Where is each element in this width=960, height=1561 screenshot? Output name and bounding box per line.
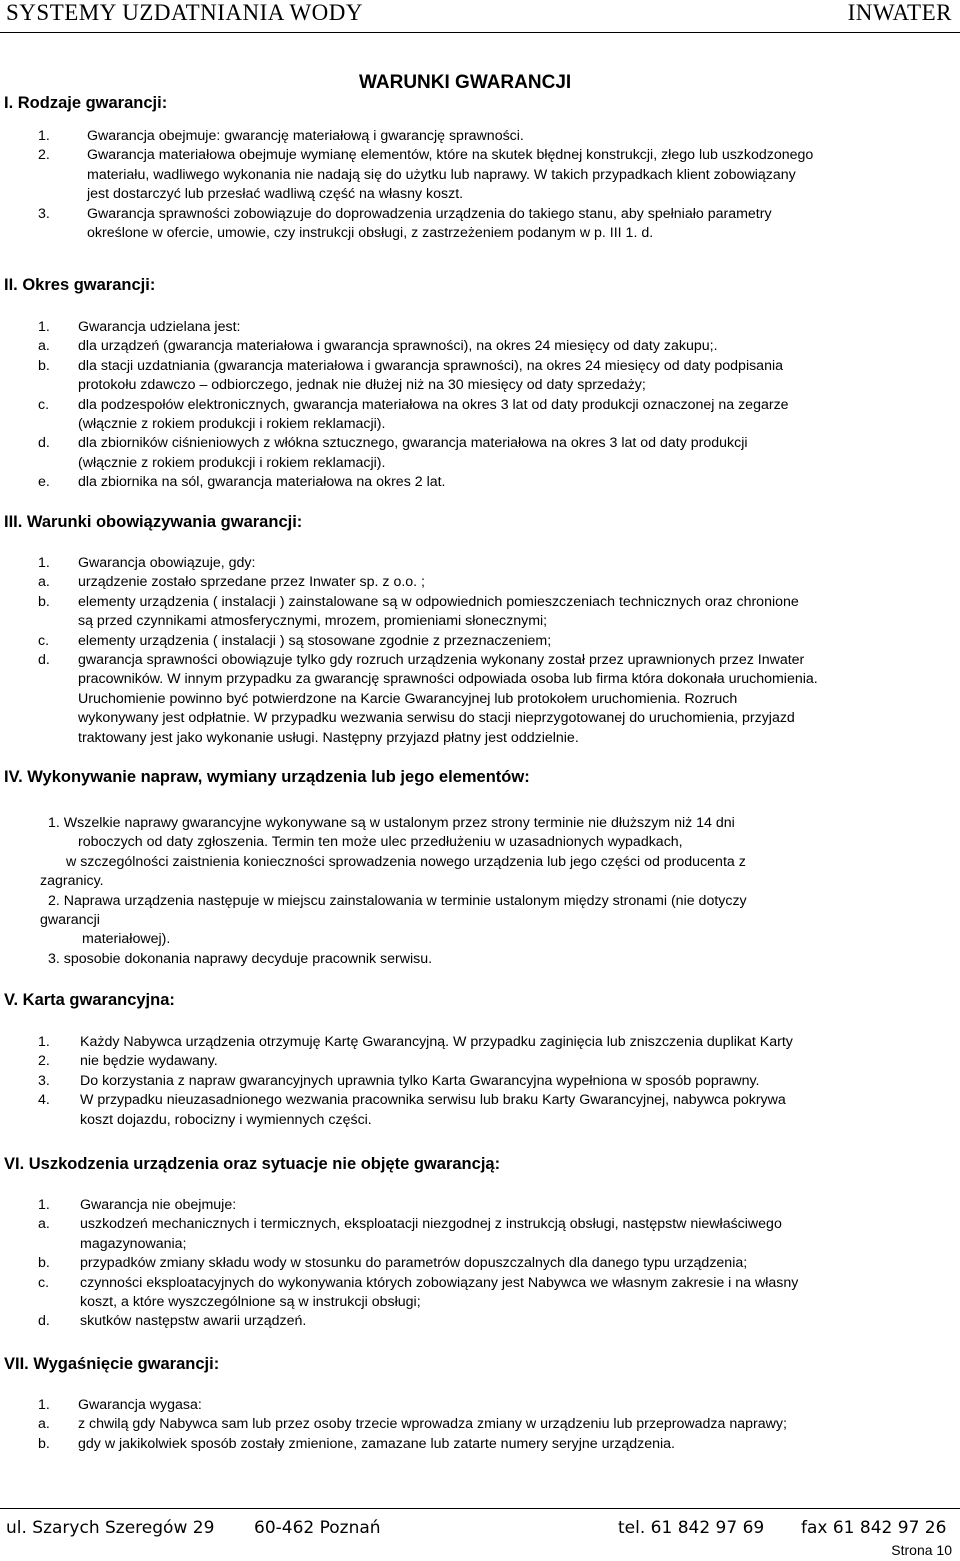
list-item-line: dla stacji uzdatniania (gwarancja materiałowa i gwarancja sprawności), na okres 24 miesięcy od daty podpisania — [78, 357, 784, 374]
list-marker: 1. — [38, 1397, 50, 1413]
list-marker: 1. — [38, 128, 50, 144]
list-item-line: wykonywany jest odpłatnie. W przypadku wezwania serwisu do stacji nieprzygotowanej do uruchomienia, przyjazd — [78, 710, 795, 727]
list-marker: 3. — [38, 1072, 50, 1089]
footer-divider — [0, 1508, 960, 1509]
page-number: Strona 10 — [891, 1542, 952, 1558]
header-company-name: SYSTEMY UZDATNIANIA WODY — [6, 0, 363, 25]
paragraph-line: gwarancji — [40, 912, 100, 928]
list-marker: b. — [38, 1255, 50, 1272]
list-marker: 4. — [38, 1092, 50, 1109]
list-item-line: określone w ofercie, umowie, czy instrukcji obsługi, z zastrzeżeniem podanym w p. III 1. d. — [87, 225, 654, 241]
list-marker: 1. — [38, 319, 50, 335]
list-marker: 1. — [38, 1197, 50, 1213]
list-marker: c. — [38, 396, 50, 413]
paragraph-line: 3. sposobie dokonania naprawy decyduje pracownik serwisu. — [48, 950, 433, 967]
list-marker: a. — [38, 1416, 50, 1433]
list-marker: a. — [38, 574, 50, 591]
list-item-line: (włącznie z rokiem produkcji i rokiem reklamacji). — [78, 416, 386, 432]
paragraph-line: 1. Wszelkie naprawy gwarancyjne wykonywane są w ustalonym przez strony terminie nie dłuższym niż 14 dni — [48, 815, 735, 831]
list-item-line: Każdy Nabywca urządzenia otrzymuję Kartę Gwarancyjną. W przypadku zaginięcia lub zniszczenia duplikat Karty — [80, 1034, 793, 1050]
list-item-line: Gwarancja sprawności zobowiązuje do doprowadzenia urządzenia do takiego stanu, aby spełniało parametry — [87, 205, 772, 222]
section-1-heading: I. Rodzaje gwarancji: — [4, 94, 168, 112]
list-item-line: dla urządzeń (gwarancja materiałowa i gwarancja sprawności), na okres 24 miesięcy od daty zakupu;. — [78, 338, 718, 355]
list-marker: d. — [38, 435, 50, 452]
paragraph-line: 2. Naprawa urządzenia następuje w miejscu zainstalowania w terminie ustalonym między stronami (nie dotyczy — [48, 892, 747, 909]
paragraph-line: zagranicy. — [40, 873, 104, 890]
list-marker: 2. — [38, 147, 50, 164]
list-marker: 1. — [38, 555, 50, 571]
list-marker: b. — [38, 357, 50, 374]
section-6-heading: VI. Uszkodzenia urządzenia oraz sytuacje nie objęte gwarancją: — [4, 1155, 501, 1173]
list-marker: c. — [38, 1274, 50, 1291]
footer-phone: tel. 61 842 97 69 — [618, 1518, 765, 1538]
list-marker: a. — [38, 1216, 50, 1233]
list-marker: 1. — [38, 1034, 50, 1050]
section-3-heading: III. Warunki obowiązywania gwarancji: — [4, 513, 303, 531]
list-item-line: urządzenie zostało sprzedane przez Inwater sp. z o.o. ; — [78, 574, 425, 591]
list-marker: 3. — [38, 205, 50, 222]
footer-street: ul. Szarych Szeregów 29 — [6, 1518, 215, 1538]
list-item-line: z chwilą gdy Nabywca sam lub przez osoby trzecie wprowadza zmiany w urządzeniu lub przeprowadza naprawy; — [78, 1416, 787, 1433]
list-item-line: gwarancja sprawności obowiązuje tylko gdy rozruch urządzenia wykonany został przez uprawnionych przez Inwater — [78, 652, 805, 668]
document-title: WARUNKI GWARANCJI — [359, 72, 572, 93]
list-item-line: Gwarancja wygasa: — [78, 1397, 202, 1413]
list-item-line: Gwarancja udzielana jest: — [78, 319, 241, 335]
list-item-line: pracowników. W innym przypadku za gwarancję sprawności odpowiada osoba lub firma która dokonała uruchomienia. — [78, 671, 818, 688]
list-item-line: Gwarancja obejmuje: gwarancję materiałową i gwarancję sprawności. — [87, 128, 524, 144]
list-item-line: skutków następstw awarii urządzeń. — [80, 1313, 307, 1330]
list-item-line: Gwarancja obowiązuje, gdy: — [78, 555, 256, 571]
list-item-line: przypadków zmiany składu wody w stosunku do parametrów dopuszczalnych dla danego typu urządzenia; — [80, 1255, 748, 1272]
list-item-line: traktowany jest jako wykonanie usługi. Następny przyjazd płatny jest oddzielnie. — [78, 729, 579, 746]
section-2-heading: II. Okres gwarancji: — [4, 276, 156, 294]
list-item-line: jest dostarczyć lub przesłać wadliwą część na własny koszt. — [87, 186, 464, 203]
list-item-line: (włącznie z rokiem produkcji i rokiem reklamacji). — [78, 454, 386, 471]
list-item-line: koszt dojazdu, robocizny i wymiennych części. — [80, 1111, 372, 1128]
list-item-line: uszkodzeń mechanicznych i termicznych, eksploatacji niezgodnej z instrukcją obsługi, następstw niewłaściwego — [80, 1216, 782, 1233]
list-item-line: są przed czynnikami atmosferycznymi, mrozem, promieniami słonecznymi; — [78, 613, 548, 630]
list-item-line: dla zbiorników ciśnieniowych z włókna sztucznego, gwarancja materiałowa na okres 3 lat od daty produkcji — [78, 435, 748, 452]
list-item-line: nie będzie wydawany. — [80, 1053, 218, 1070]
section-7-heading: VII. Wygaśnięcie gwarancji: — [4, 1355, 220, 1373]
list-item-line: Gwarancja nie obejmuje: — [80, 1197, 237, 1213]
list-marker: b. — [38, 1435, 50, 1452]
list-item-line: elementy urządzenia ( instalacji ) zainstalowane są w odpowiednich pomieszczeniach technicznych oraz chronione — [78, 593, 799, 610]
footer-fax: fax 61 842 97 26 — [801, 1518, 947, 1538]
list-item-line: W przypadku nieuzasadnionego wezwania pracownika serwisu lub braku Karty Gwarancyjnej, nabywca pokrywa — [80, 1092, 786, 1109]
list-marker: d. — [38, 652, 50, 668]
section-5-heading: V. Karta gwarancyjna: — [4, 991, 175, 1009]
paragraph-line: roboczych od daty zgłoszenia. Termin ten może ulec przedłużeniu w uzasadnionych wypadkach, — [78, 834, 683, 851]
list-item-line: gdy w jakikolwiek sposób zostały zmienione, zamazane lub zatarte numery seryjne urządzenia. — [78, 1435, 675, 1452]
list-item-line: Uruchomienie powinno być potwierdzone na Karcie Gwarancyjnej lub protokołem uruchomienia. Rozruch — [78, 690, 738, 707]
list-marker: 2. — [38, 1053, 50, 1070]
footer-city: 60-462 Poznań — [254, 1518, 381, 1538]
list-item-line: magazynowania; — [80, 1235, 187, 1252]
paragraph-line: w szczególności zaistnienia konieczności sprowadzenia nowego urządzenia lub jego części od producenta z — [66, 853, 746, 870]
list-item-line: dla zbiornika na sól, gwarancja materiałowa na okres 2 lat. — [78, 474, 446, 491]
list-marker: c. — [38, 632, 50, 649]
paragraph-line: materiałowej). — [82, 931, 171, 948]
list-item-line: czynności eksploatacyjnych do wykonywania których zobowiązany jest Nabywca we własnym zakresie i na własny — [80, 1274, 799, 1291]
list-item-line: koszt, a które wyszczególnione są w instrukcji obsługi; — [80, 1294, 421, 1310]
section-4-heading: IV. Wykonywanie napraw, wymiany urządzenia lub jego elementów: — [4, 768, 530, 786]
list-item-line: dla podzespołów elektronicznych, gwarancja materiałowa na okres 3 lat od daty produkcji oznaczonej na zegarze — [78, 396, 789, 413]
header-divider — [0, 32, 960, 33]
list-item-line: Gwarancja materiałowa obejmuje wymianę elementów, które na skutek błędnej konstrukcji, złego lub uszkodzonego — [87, 147, 814, 164]
list-item-line: elementy urządzenia ( instalacji ) są stosowane zgodnie z przeznaczeniem; — [78, 632, 552, 649]
list-marker: e. — [38, 474, 50, 491]
list-marker: d. — [38, 1313, 50, 1330]
list-item-line: Do korzystania z napraw gwarancyjnych uprawnia tylko Karta Gwarancyjna wypełniona w sposób poprawny. — [80, 1072, 760, 1089]
list-marker: b. — [38, 593, 50, 610]
list-item-line: protokołu zdawczo – odbiorczego, jednak nie dłużej niż na 30 miesięcy od daty sprzedaży; — [78, 377, 646, 394]
list-item-line: materiału, wadliwego wykonania nie nadają się do użytku lub naprawy. W takich przypadkach klient zobowiązany — [87, 166, 796, 183]
header-brand: INWATER — [847, 0, 952, 25]
list-marker: a. — [38, 338, 50, 355]
